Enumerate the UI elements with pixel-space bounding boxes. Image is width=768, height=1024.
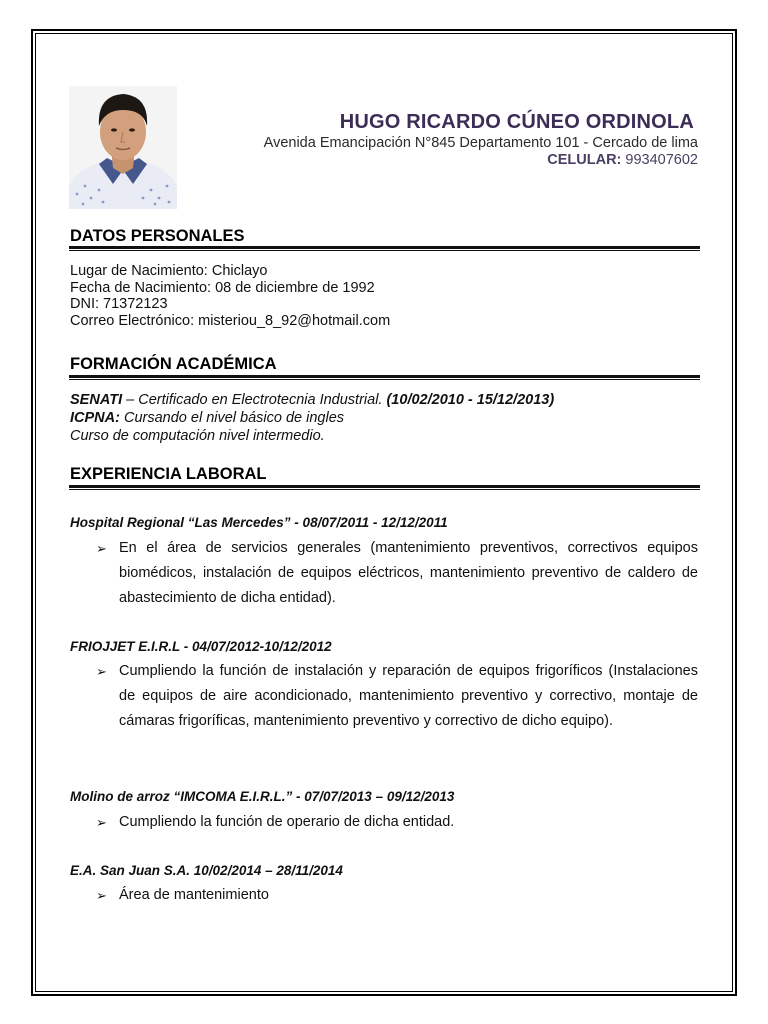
job-description: Área de mantenimiento	[119, 887, 269, 903]
candidate-name: HUGO RICARDO CÚNEO ORDINOLA	[339, 111, 694, 133]
icpna-description: Cursando el nivel básico de ingles	[119, 410, 345, 426]
job-bullet-hospital	[96, 536, 698, 611]
birthdate: Fecha de Nacimiento: 08 de diciembre de 1992	[70, 280, 375, 296]
senati-institution: SENATI	[70, 392, 123, 408]
birthplace: Lugar de Nacimiento: Chiclayo	[70, 263, 268, 279]
phone	[547, 152, 698, 168]
job-heading-hospital: Hospital Regional “Las Mercedes” - 08/07/2011 - 12/12/2011	[70, 515, 448, 530]
job-heading-molino: Molino de arroz “IMCOMA E.I.R.L.” - 07/07/2013 – 09/12/2013	[70, 789, 455, 804]
education-computacion: Curso de computación nivel intermedio.	[70, 428, 325, 444]
job-heading-san-juan: E.A. San Juan S.A. 10/02/2014 – 28/11/2014	[70, 863, 343, 878]
arrow-bullet-icon: ➢	[96, 664, 107, 679]
icpna-institution: ICPNA:	[70, 410, 120, 426]
job-bullet-molino	[96, 810, 698, 835]
phone-label: CELULAR:	[547, 152, 622, 168]
arrow-bullet-icon: ➢	[96, 888, 107, 903]
phone-value: 993407602	[625, 152, 698, 168]
section-title-datos-personales: DATOS PERSONALES	[70, 227, 245, 245]
senati-description: Certificado en Electrotecnia Industrial.	[138, 392, 383, 408]
section-rule	[69, 246, 700, 251]
profile-photo	[69, 86, 177, 209]
job-description: Cumpliendo la función de operario de dicha entidad.	[119, 814, 455, 830]
education-senati	[70, 392, 554, 409]
senati-dates: (10/02/2010 - 15/12/2013)	[382, 392, 555, 408]
job-heading-friojjet: FRIOJJET E.I.R.L - 04/07/2012-10/12/2012	[70, 639, 332, 654]
section-rule	[69, 375, 700, 380]
job-bullet-friojjet	[96, 659, 698, 734]
address: Avenida Emancipación N°845 Departamento 101 - Cercado de lima	[263, 135, 698, 151]
job-description: Cumpliendo la función de instalación y reparación de equipos frigoríficos (Instalaciones de equipos de aire acondicionado, mantenimiento preventivo y correctivo, montaje de cámaras frigoríficas, mantenimiento preventivo y correctivo de dicho equipo).	[119, 663, 698, 729]
email: Correo Electrónico: misteriou_8_92@hotmail.com	[70, 313, 391, 329]
senati-separator: –	[122, 392, 139, 408]
section-title-experiencia: EXPERIENCIA LABORAL	[70, 465, 267, 483]
education-icpna	[70, 410, 344, 427]
arrow-bullet-icon: ➢	[96, 815, 107, 830]
job-description: En el área de servicios generales (mantenimiento preventivos, correctivos equipos biomédicos, instalación de equipos eléctricos, mantenimiento preventivo de caldero de abastecimiento de dicha entidad).	[119, 540, 698, 606]
dni: DNI: 71372123	[70, 296, 168, 312]
section-title-formacion: FORMACIÓN ACADÉMICA	[70, 355, 277, 373]
job-bullet-san-juan	[96, 883, 698, 908]
arrow-bullet-icon: ➢	[96, 541, 107, 556]
section-rule	[69, 485, 700, 490]
